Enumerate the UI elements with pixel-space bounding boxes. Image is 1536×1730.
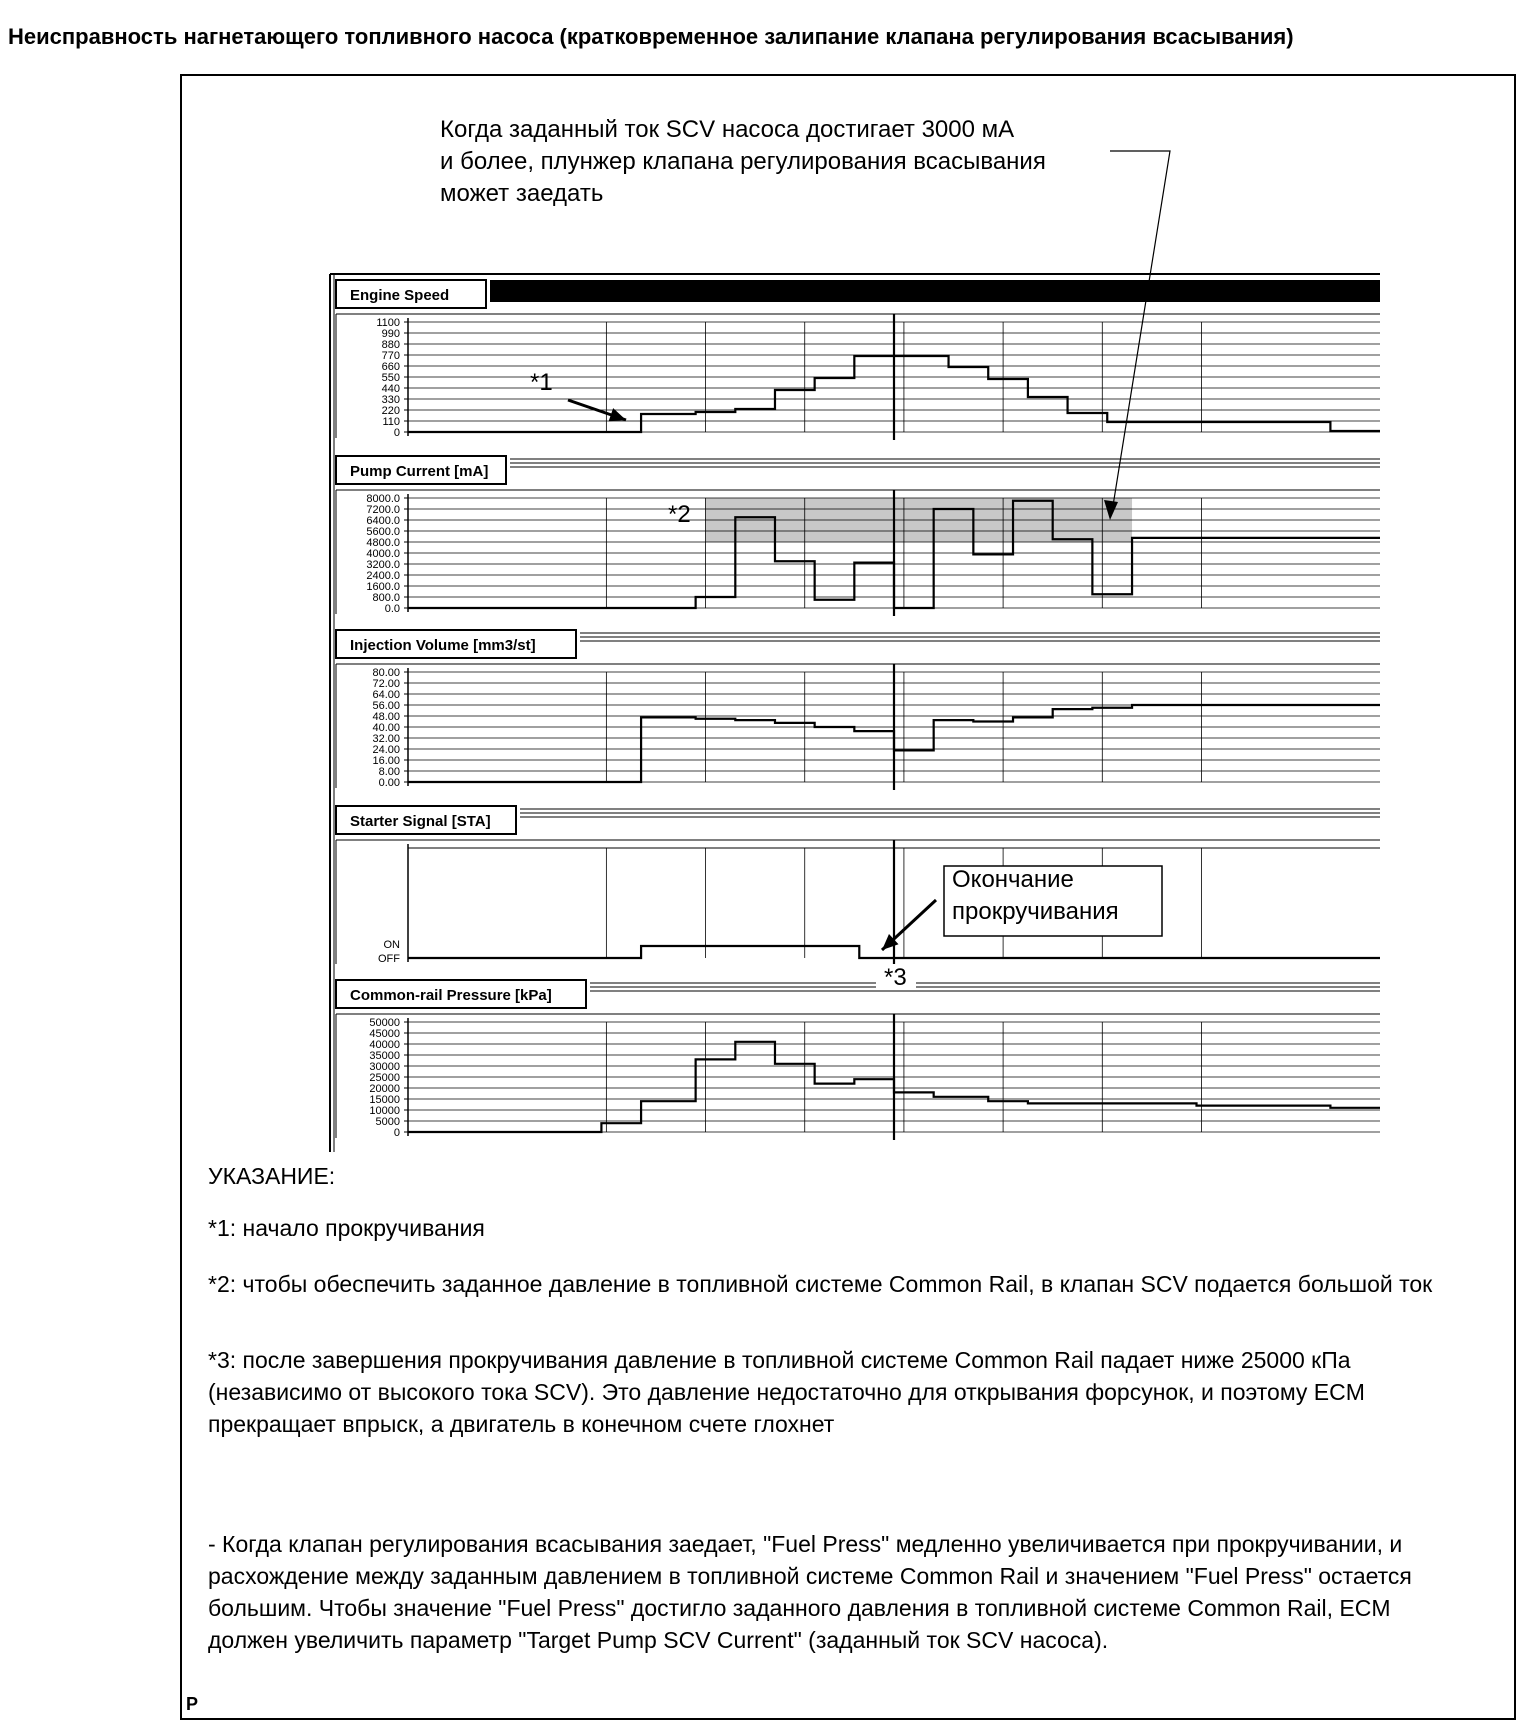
y-tick-label: 56.00	[372, 700, 400, 712]
marker-2-label: *2	[668, 501, 691, 528]
y-tick-label: 880	[381, 339, 400, 351]
callout-line: и более, плунжер клапана регулирования всасывания	[440, 148, 1046, 175]
y-tick-label: 4000.0	[366, 548, 400, 560]
y-tick-label: 2400.0	[366, 570, 400, 582]
y-tick-label: 3200.0	[366, 559, 400, 571]
notes-title: УКАЗАНИЕ:	[208, 1163, 336, 1189]
y-tick-label: 990	[381, 328, 400, 340]
y-tick-label: 10000	[369, 1105, 400, 1117]
note-3: *3: после завершения прокручивания давление в топливной системе Common Rail падает ниже 25000 кПа (независимо от высокого тока SCV). Это давление недостаточно для открывания форсунок, и поэтому ECM прекращает впрыск, а двигатель в конечном счете глохнет	[208, 1347, 1365, 1437]
y-tick-label: 550	[381, 372, 400, 384]
y-tick-label: 30000	[369, 1061, 400, 1073]
y-tick-label: 45000	[369, 1028, 400, 1040]
note-4: - Когда клапан регулирования всасывания заедает, "Fuel Press" медленно увеличивается при прокручивании, и расхождение между заданным давлением в топливной системе Common Rail и значением "Fuel Press" остается большим. Чтобы значение "Fuel Press" достигло заданного давления в топливной системе Common Rail, ECM должен увеличить параметр "Target Pump SCV Current" (заданный ток SCV насоса).	[208, 1531, 1412, 1653]
y-tick-label: 40000	[369, 1039, 400, 1051]
panel-title: Injection Volume [mm3/st]	[350, 637, 536, 654]
y-tick-label: 660	[381, 361, 400, 373]
scv-current-callout	[440, 114, 1120, 210]
panel-title: Common-rail Pressure [kPa]	[350, 987, 552, 1004]
chart-panel	[336, 456, 1380, 616]
y-tick-label: 330	[381, 394, 400, 406]
y-tick-label: 800.0	[372, 592, 400, 604]
chart-panel	[336, 630, 1380, 790]
chart-panel	[336, 980, 1380, 1140]
y-tick-label: 0.0	[384, 603, 400, 615]
panel-header-bar	[490, 280, 1380, 302]
panel-title: Starter Signal [STA]	[350, 813, 491, 830]
y-tick-label: 40.00	[372, 722, 400, 734]
y-tick-label: 0	[393, 1127, 400, 1139]
y-tick-label: 20000	[369, 1083, 400, 1095]
y-tick-label: 220	[381, 405, 400, 417]
y-tick-label: 80.00	[372, 667, 400, 679]
marker-3-label: *3	[884, 964, 907, 991]
y-tick-label: 24.00	[372, 744, 400, 756]
panel-title: Pump Current [mA]	[350, 463, 489, 480]
y-tick-label: 8000.0	[366, 493, 400, 505]
y-tick-label: 35000	[369, 1050, 400, 1062]
y-tick-label: 0	[393, 427, 400, 439]
note-2: *2: чтобы обеспечить заданное давление в топливной системе Common Rail, в клапан SCV подается большой ток	[208, 1271, 1433, 1297]
callout-line: может заедать	[440, 180, 604, 207]
y-tick-label: 25000	[369, 1072, 400, 1084]
y-tick-label: OFF	[378, 953, 400, 965]
y-tick-label: 48.00	[372, 711, 400, 723]
y-tick-label: 7200.0	[366, 504, 400, 516]
y-tick-label: 50000	[369, 1017, 400, 1029]
y-tick-label: 5000	[375, 1116, 400, 1128]
y-tick-label: 4800.0	[366, 537, 400, 549]
callout-line: Когда заданный ток SCV насоса достигает 3000 мА	[440, 116, 1015, 143]
y-tick-label: 0.00	[378, 777, 400, 789]
y-tick-label: 440	[381, 383, 400, 395]
y-tick-label: 6400.0	[366, 515, 400, 527]
y-tick-label: 64.00	[372, 689, 400, 701]
page-title: Неисправность нагнетающего топливного насоса (кратковременное залипание клапана регулирования всасывания)	[8, 24, 1294, 49]
callout-line: прокручивания	[952, 898, 1119, 925]
callout-line: Окончание	[952, 866, 1074, 893]
chart-panel	[336, 280, 1380, 440]
panel-title: Engine Speed	[350, 287, 450, 304]
y-tick-label: 110	[382, 416, 400, 428]
y-tick-label: 8.00	[378, 766, 400, 778]
y-tick-label: 72.00	[372, 678, 400, 690]
y-tick-label: 770	[381, 350, 400, 362]
end-cranking-callout	[952, 864, 1119, 928]
y-tick-label: ON	[383, 939, 400, 951]
charts-layer	[330, 274, 1380, 1152]
corner-label: P	[186, 1694, 199, 1714]
y-tick-label: 16.00	[372, 755, 400, 767]
note-1: *1: начало прокручивания	[208, 1215, 485, 1241]
y-tick-label: 32.00	[372, 733, 400, 745]
y-tick-label: 15000	[369, 1094, 400, 1106]
marker-1-label: *1	[530, 369, 553, 396]
y-tick-label: 1100	[376, 317, 400, 329]
chart-panel	[336, 806, 1380, 966]
y-tick-label: 5600.0	[366, 526, 400, 538]
y-tick-label: 1600.0	[366, 581, 400, 593]
